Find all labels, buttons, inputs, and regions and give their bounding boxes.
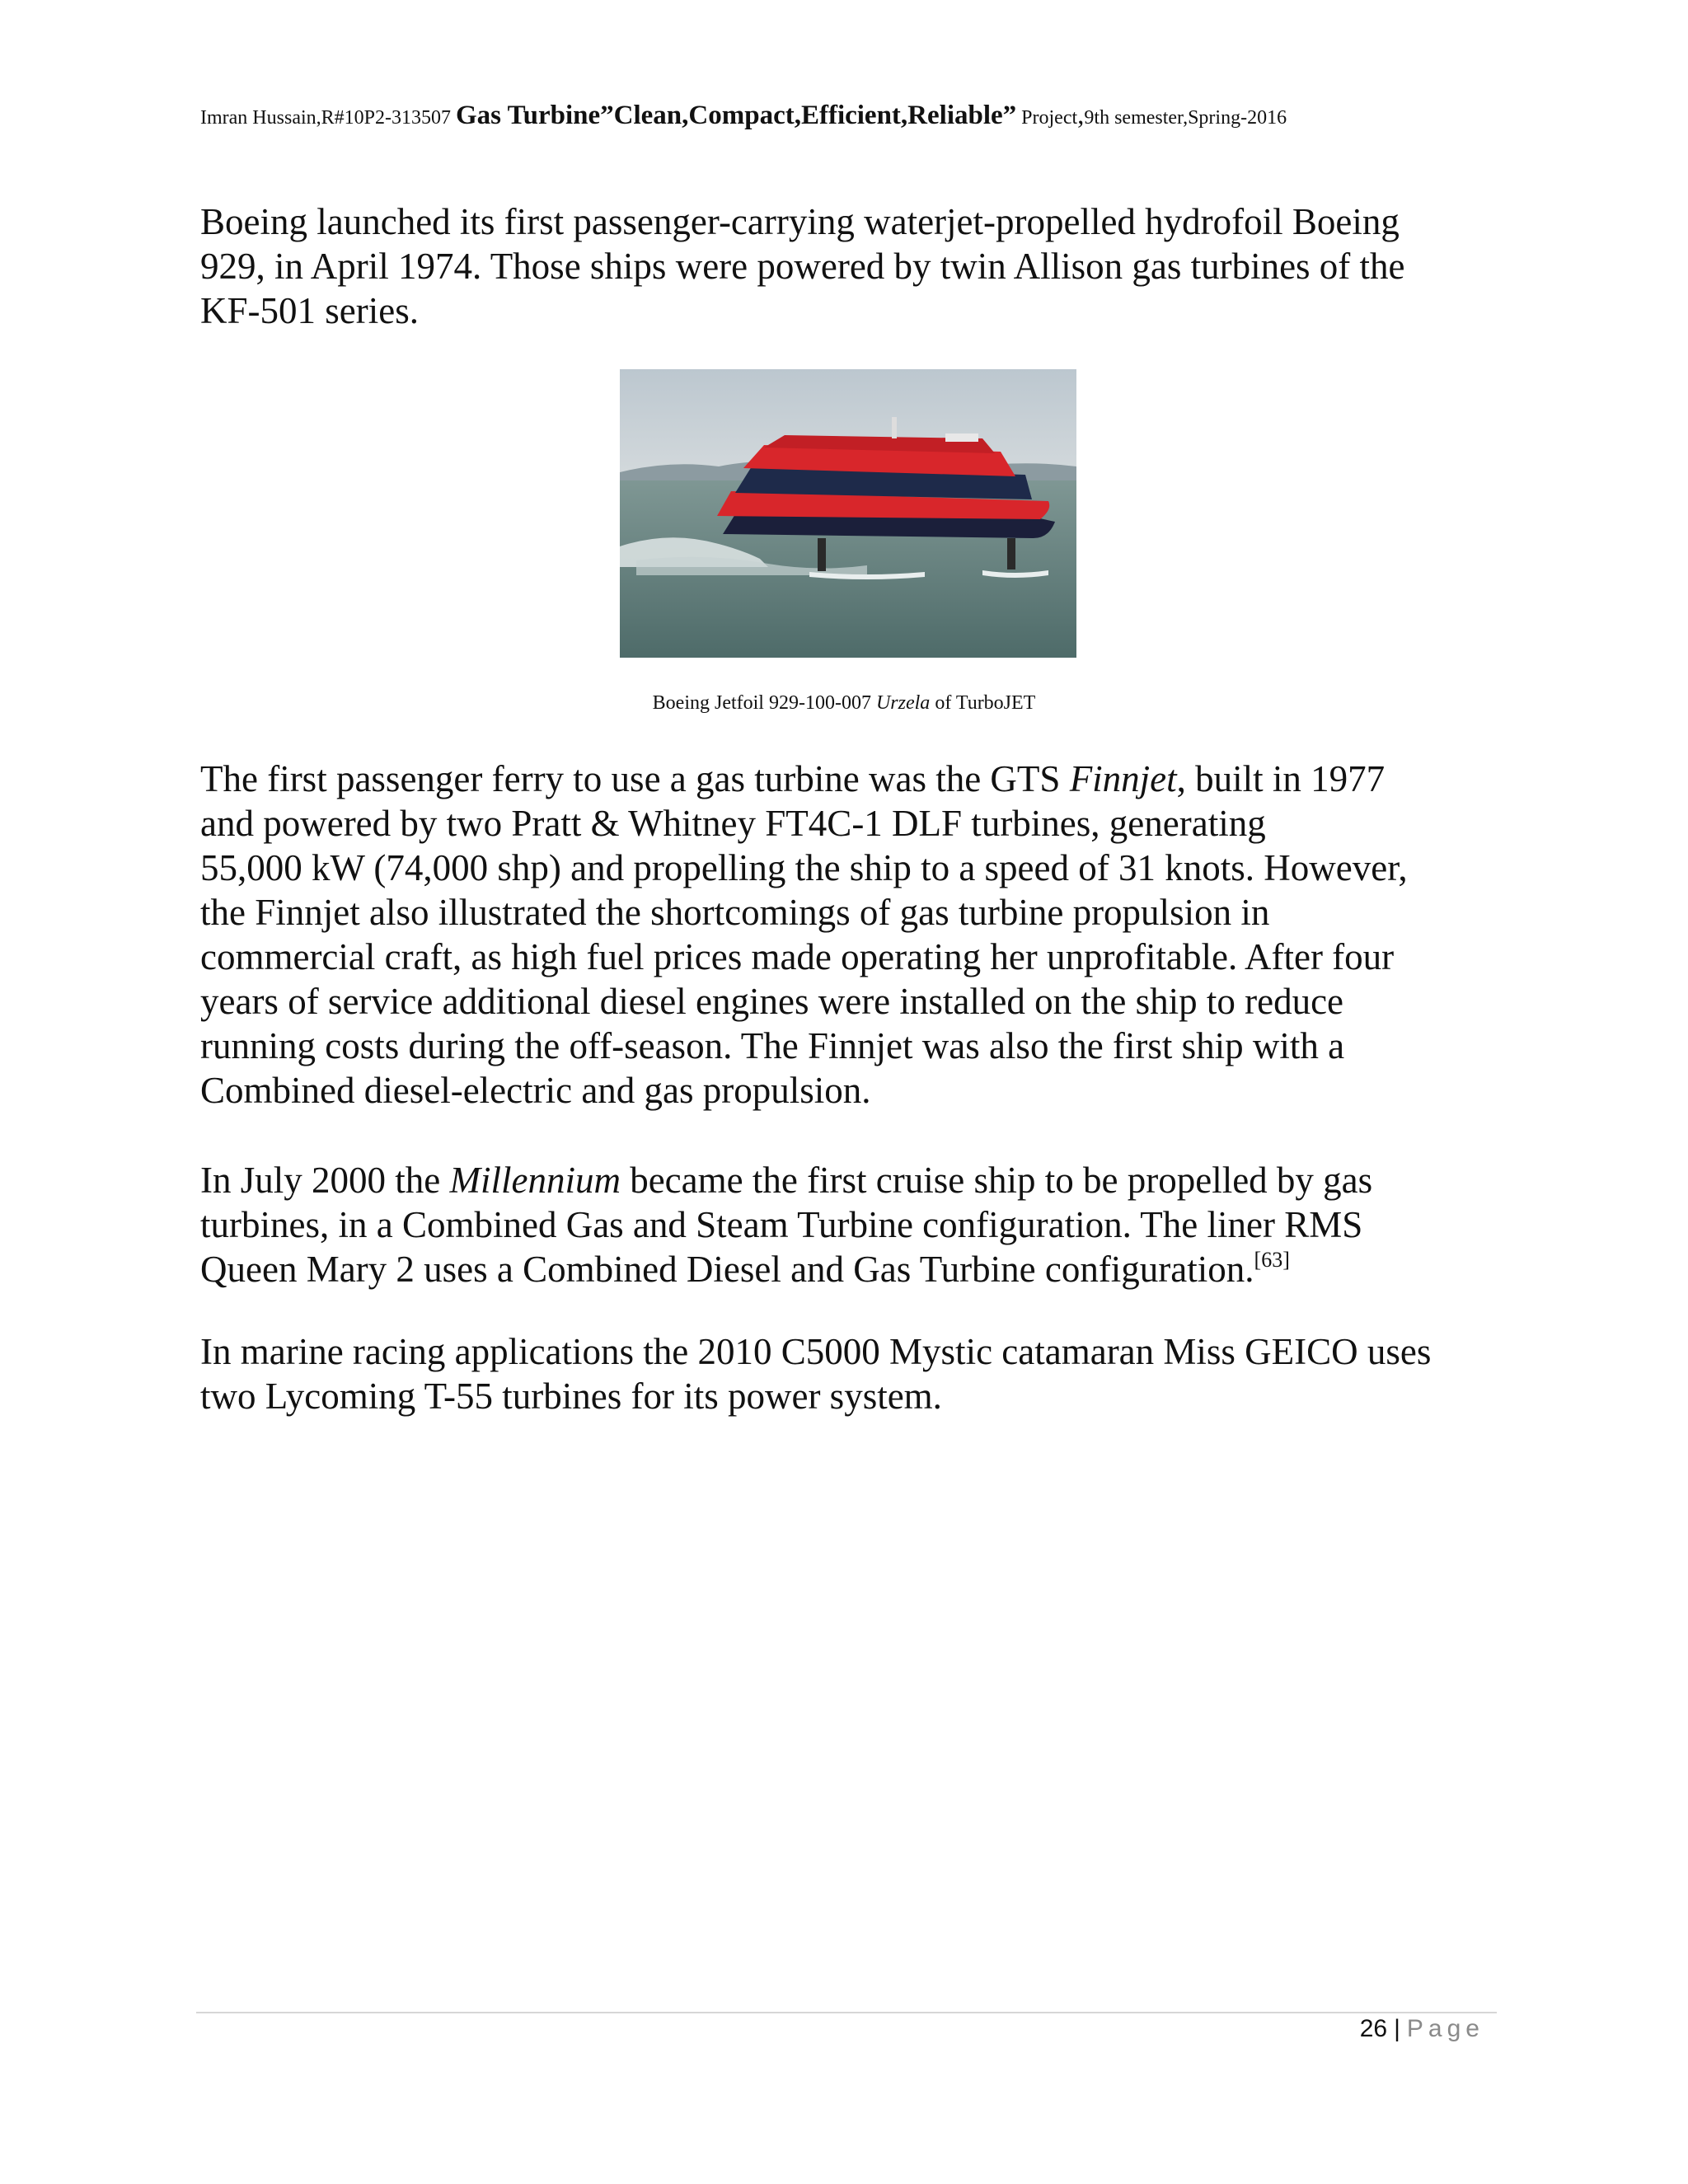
header-title: Gas Turbine”Clean,Compact,Efficient,Reliable” (455, 101, 1017, 130)
caption-vessel-name: Urzela (875, 692, 931, 714)
p2-line4: the Finnjet also illustrated the shortcomings of gas turbine propulsion in (200, 892, 1270, 933)
front-foil-strut (1007, 538, 1015, 569)
p1-line1: Boeing launched its first passenger-carrying waterjet-propelled hydrofoil Boeing (200, 201, 1400, 242)
p4-line1: In marine racing applications the 2010 C5000 Mystic catamaran Miss GEICO uses (200, 1331, 1432, 1372)
paragraph-millennium (200, 1158, 1503, 1291)
paragraph-marine-racing (200, 1329, 1503, 1418)
page-label: Page (1406, 2015, 1484, 2042)
p1-line3: KF-501 series. (200, 290, 419, 331)
p2-line3: 55,000 kW (74,000 shp) and propelling the ship to a speed of 31 knots. However, (200, 847, 1408, 888)
paragraph-finnjet (200, 757, 1503, 1113)
footer-divider (196, 2012, 1497, 2013)
p2-line1-end: , built in 1977 (1176, 758, 1386, 799)
mast (892, 417, 897, 438)
p3-line1-end: became the first cruise ship to be propelled by gas (620, 1160, 1373, 1201)
p3-line1-start: In July 2000 the (200, 1160, 450, 1201)
p2-finnjet-italic: Finnjet (1069, 758, 1177, 799)
page-footer (1360, 2015, 1484, 2043)
p2-line7: running costs during the off-season. The Finnjet was also the first ship with a (200, 1025, 1345, 1066)
citation-63[interactable]: [63] (1254, 1248, 1290, 1272)
figure-caption (0, 692, 1688, 715)
rear-foil-strut (818, 538, 826, 571)
p2-line1-start: The first passenger ferry to use a gas turbine was the GTS (200, 758, 1070, 799)
p2-line6: years of service additional diesel engines were installed on the ship to reduce (200, 981, 1344, 1022)
bridge (945, 434, 978, 442)
header-project-suffix: 9th semester,Spring-2016 (1084, 107, 1287, 129)
caption-operator: of TurboJET (930, 692, 1036, 714)
paragraph-boeing-hydrofoil (200, 199, 1503, 333)
header-author: Imran Hussain,R#10P2-313507 (200, 107, 451, 129)
footer-separator: | (1394, 2015, 1400, 2042)
p4-line2: two Lycoming T-55 turbines for its power system. (200, 1376, 942, 1417)
page-number: 26 (1359, 2015, 1388, 2042)
p3-line3: Queen Mary 2 uses a Combined Diesel and Gas Turbine configuration. (200, 1249, 1254, 1290)
p3-line2: turbines, in a Combined Gas and Steam Turbine configuration. The liner RMS (200, 1204, 1363, 1245)
ferry-illustration (620, 369, 1076, 658)
p3-millennium-italic: Millennium (449, 1160, 621, 1201)
hydrofoil-ferry-photo (620, 369, 1076, 658)
p1-line2: 929, in April 1974. Those ships were powered by twin Allison gas turbines of the (200, 246, 1405, 287)
p2-line2: and powered by two Pratt & Whitney FT4C-1 DLF turbines, generating (200, 803, 1266, 844)
header-project-comma: , (1077, 101, 1085, 130)
p2-line8: Combined diesel-electric and gas propulsion. (200, 1070, 871, 1111)
p2-line5: commercial craft, as high fuel prices made operating her unprofitable. After four (200, 936, 1395, 977)
header-project-prefix: Project (1021, 107, 1078, 129)
caption-text: Boeing Jetfoil 929-100-007 (652, 692, 876, 714)
page-header (200, 101, 1486, 131)
